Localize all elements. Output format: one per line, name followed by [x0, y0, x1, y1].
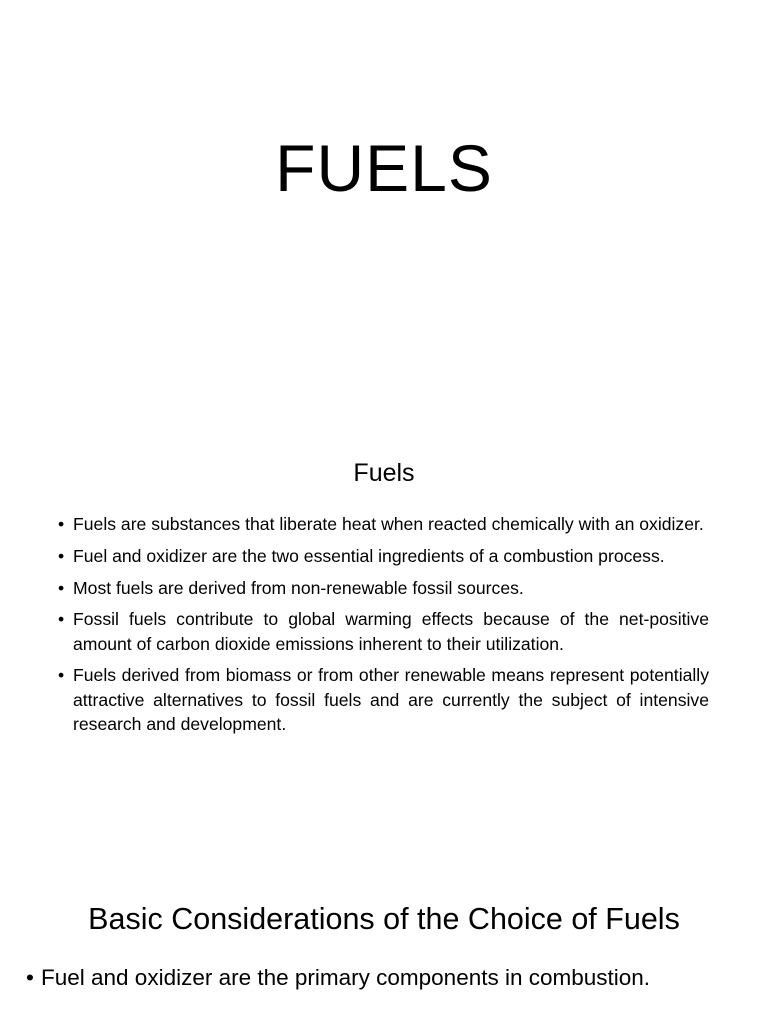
- bullet-icon: •: [58, 514, 65, 534]
- bullet-icon: •: [26, 965, 34, 990]
- list-item: [26, 962, 741, 993]
- bullet-icon: •: [58, 665, 65, 686]
- slide-title: [0, 0, 768, 428]
- list-item: [58, 607, 709, 656]
- list-item: [58, 576, 709, 600]
- list-item: [58, 663, 709, 736]
- slide-title-heading: FUELS: [275, 131, 493, 205]
- fuels-bullet-list: [58, 512, 709, 744]
- list-item: [58, 512, 709, 536]
- bullet-icon: •: [58, 577, 65, 598]
- bullet-icon: •: [58, 545, 65, 566]
- basic-bullet-list: [26, 962, 741, 993]
- bullet-text: Most fuels are derived from non-renewable fossil sources.: [73, 577, 524, 598]
- bullet-text: Fuel and oxidizer are the primary components in combustion.: [41, 965, 651, 990]
- bullet-text: Fuels derived from biomass or from other renewable means represent potentially attractive alternatives to fossil fuels and are currently the subject of intensive research and development.: [73, 665, 709, 735]
- bullet-icon: •: [58, 609, 65, 630]
- bullet-text: Fossil fuels contribute to global warming effects because of the net-positive amount of carbon dioxide emissions inherent to their utilization.: [73, 609, 709, 654]
- bullet-text: Fuel and oxidizer are the two essential ingredients of a combustion process.: [73, 545, 665, 566]
- bullet-text: Fuels are substances that liberate heat when reacted chemically with an oxidizer.: [73, 514, 704, 534]
- slide-basic-heading: Basic Considerations of the Choice of Fuels: [88, 902, 680, 936]
- slide-fuels: [0, 428, 768, 868]
- list-item: [58, 544, 709, 568]
- slide-basic-considerations: [0, 868, 768, 1024]
- slide-fuels-heading: Fuels: [353, 459, 415, 487]
